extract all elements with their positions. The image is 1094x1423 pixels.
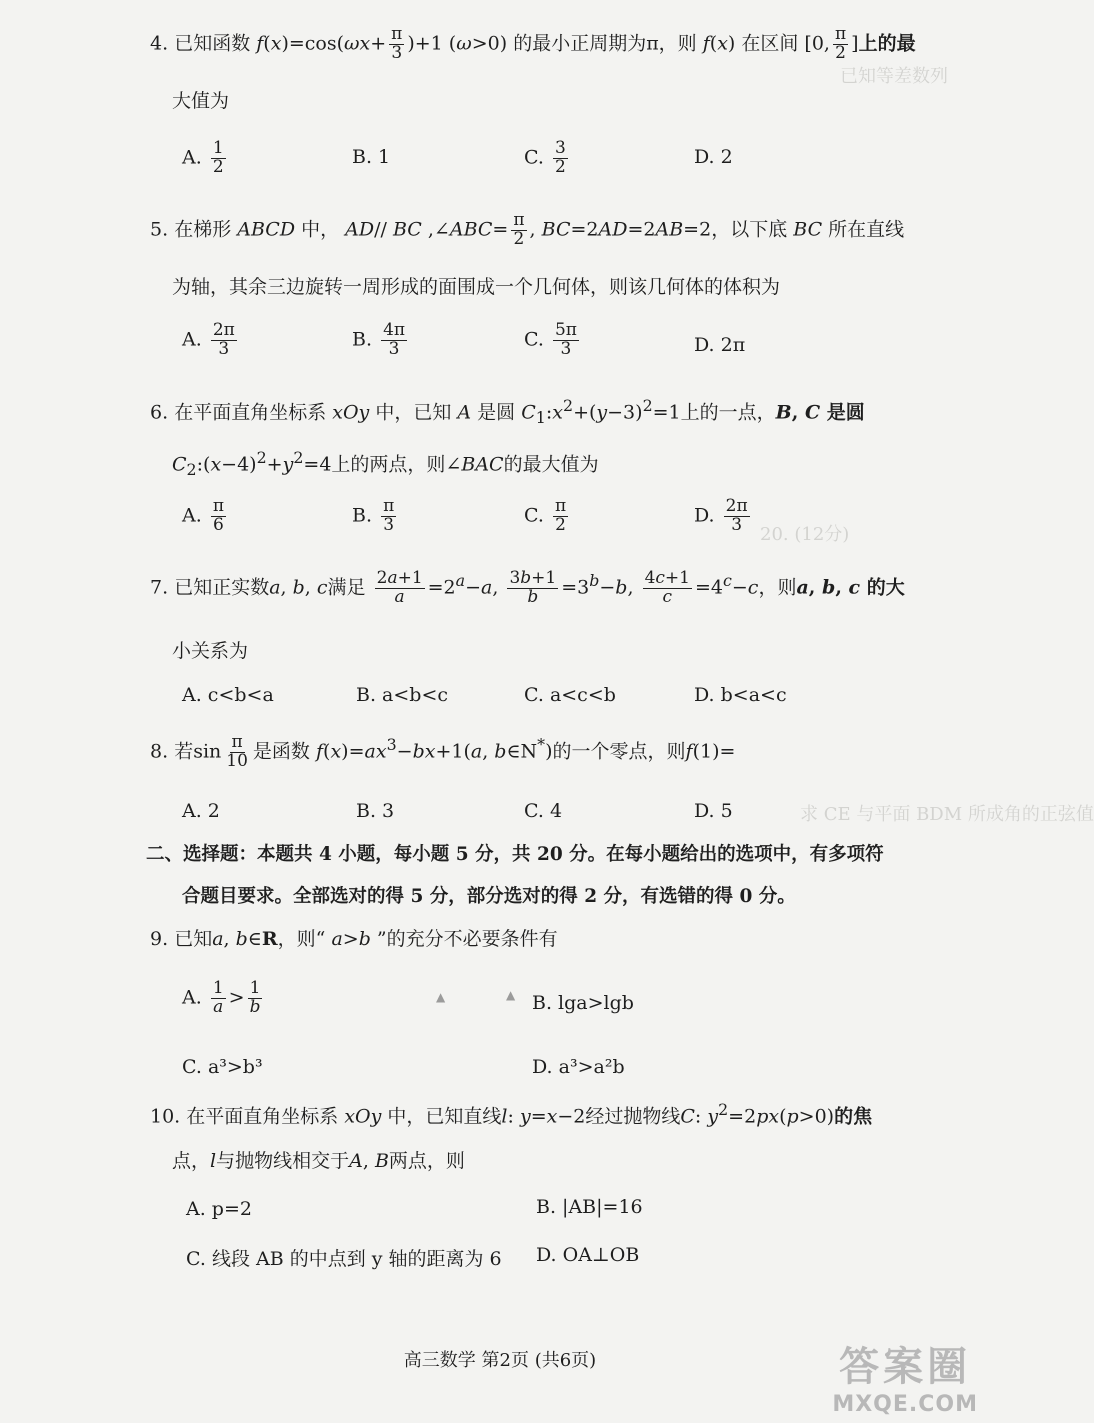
section-2-heading-cont: 合题目要求。全部选对的得 5 分，部分选对的得 2 分，有选错的得 0 分。 (182, 886, 796, 907)
bleed-text: 已知等差数列 (840, 66, 948, 87)
question-9: 9. 已知a, b∈R，则“ a>b ”的充分不必要条件有 (150, 928, 558, 950)
q8-option-a: A. 2 (182, 800, 220, 822)
triangle-mark: ▲ (506, 988, 516, 1002)
site-watermark (832, 1335, 978, 1417)
question-10-cont: 点，l与抛物线相交于A, B两点，则 (172, 1150, 465, 1172)
q7-option-c: C. a<c<b (524, 684, 616, 706)
q9-option-a: A. $\frac{1}{a}$ > $\frac{1}{b}$ (182, 978, 261, 1017)
q5-option-d: D. 2π (694, 334, 746, 356)
q5-option-a: A. $\frac{2\pi}{3}$ (182, 320, 235, 359)
q10-option-d: D. OA⊥OB (536, 1244, 640, 1266)
question-8: 8. 若sin $\frac{\pi}{10}$ 是函数 $f(x)=ax^3-bx+1(a$, b∈N*)的一个零点，则f(1)= (150, 732, 736, 771)
q10-option-c: C. 线段 AB 的中点到 y 轴的距离为 6 (186, 1248, 502, 1270)
question-7-cont: 小关系为 (172, 640, 249, 662)
question-4: 4. 已知函数 f(x)=cos(ωx+ $\frac{\pi}{3}$ )+1 (ω>0) 的最小正周期为π，则 f(x) 在区间 [0, $\frac{\pi}{2}$ ]上的最 (150, 24, 916, 63)
q8-option-b: B. 3 (356, 800, 395, 822)
q9-option-c: C. a³>b³ (182, 1056, 263, 1078)
q9-option-b: B. lga>lgb (532, 992, 634, 1014)
question-5: 5. 在梯形 ABCD 中， AD// BC ,∠ABC= $\frac{\pi}{2}$ , BC=2AD=2AB=2，以下底 BC 所在直线 (150, 210, 905, 249)
q4-option-a: A. $\frac{1}{2}$ (182, 138, 224, 177)
q5-option-c: C. $\frac{5\pi}{3}$ (524, 320, 577, 359)
q8-option-d: D. 5 (694, 800, 733, 822)
q6-option-c: C. $\frac{\pi}{2}$ (524, 496, 567, 535)
triangle-mark: ▲ (436, 990, 446, 1004)
question-5-cont: 为轴，其余三边旋转一周形成的面围成一个几何体，则该几何体的体积为 (172, 276, 781, 298)
bleed-text: 20. (12分) (760, 524, 850, 545)
q7-option-b: B. a<b<c (356, 684, 449, 706)
question-6-cont: $C_2:(x-4)^2+y^2=4$上的两点，则∠BAC的最大值为 (172, 448, 599, 480)
q6-option-d: D. $\frac{2\pi}{3}$ (694, 496, 748, 535)
question-10: 10. 在平面直角坐标系 xOy 中，已知直线l: y=x−2经过抛物线C: $y^2=2px(p>0)$的焦 (150, 1100, 873, 1128)
question-6: 6. 在平面直角坐标系 xOy 中，已知 A 是圆 $C_1:x^2+(y-3)^2=1$上的一点，B, C 是圆 (150, 396, 865, 428)
question-7: 7. 已知正实数a, b, c满足 $\frac{2a+1}{a}$ $=2^a-a$, $\frac{3b+1}{b}$ $=3^b-b$, $\frac{4c+1}{c}$ $=4^c-c$，则a, b, c 的大 (150, 568, 905, 607)
q5-option-b: B. $\frac{4\pi}{3}$ (352, 320, 406, 359)
q8-option-c: C. 4 (524, 800, 563, 822)
q6-option-b: B. $\frac{\pi}{3}$ (352, 496, 395, 535)
q9-option-d: D. a³>a²b (532, 1056, 625, 1078)
question-4-cont: 大值为 (172, 90, 230, 112)
watermark-url: MXQE.COM (832, 1392, 978, 1417)
page-footer: 高三数学 第2页 (共6页) (403, 1350, 597, 1371)
q6-option-a: A. $\frac{\pi}{6}$ (182, 496, 224, 535)
watermark-title: 答案圈 (839, 1343, 972, 1390)
section-2-heading: 二、选择题：本题共 4 小题，每小题 5 分，共 20 分。在每小题给出的选项中，有多项符 (146, 844, 884, 865)
q4-option-c: C. $\frac{3}{2}$ (524, 138, 566, 177)
q10-option-b: B. |AB|=16 (536, 1196, 643, 1218)
bleed-text: 求 CE 与平面 BDM 所成角的正弦值 (800, 804, 1094, 825)
q7-option-a: A. c<b<a (182, 684, 274, 706)
q7-option-d: D. b<a<c (694, 684, 787, 706)
q4-option-b: B. 1 (352, 146, 391, 168)
q4-option-d: D. 2 (694, 146, 733, 168)
q10-option-a: A. p=2 (186, 1198, 252, 1220)
